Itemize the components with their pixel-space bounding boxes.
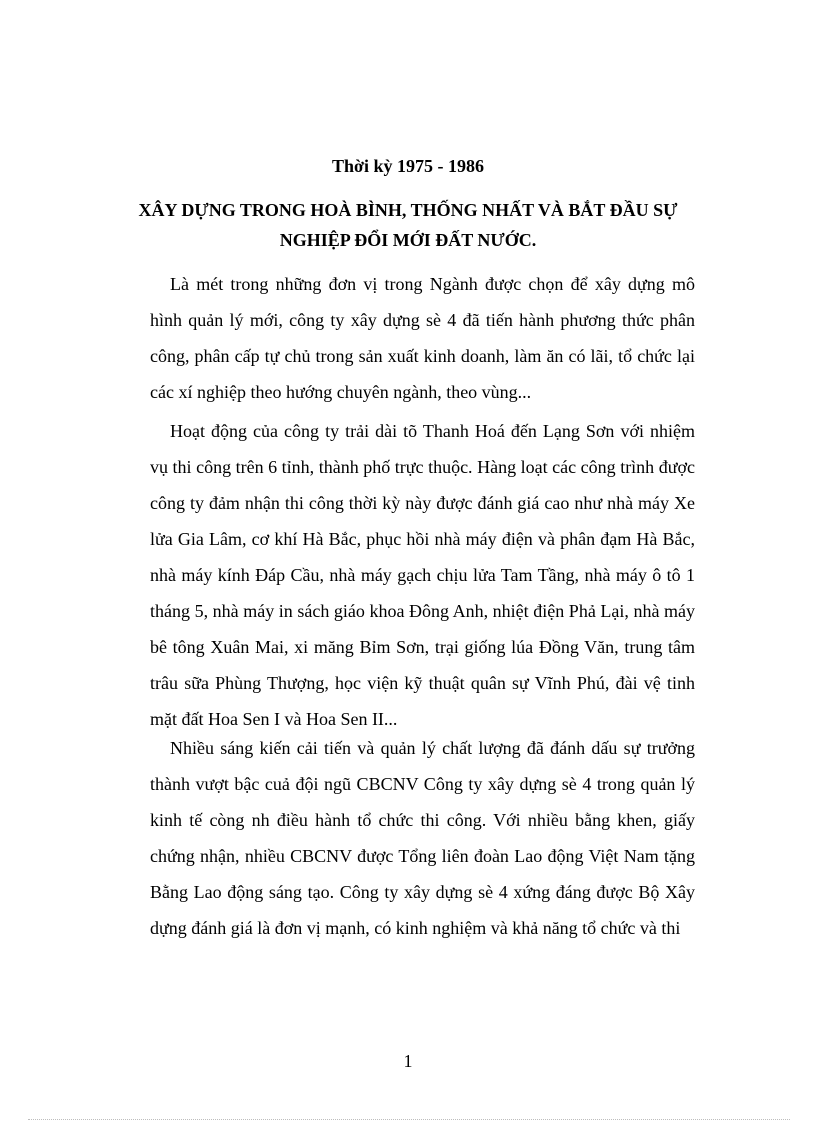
main-heading-line-1: XÂY DỰNG TRONG HOÀ BÌNH, THỐNG NHẤT VÀ BẮT ĐẦU SỰ [138, 200, 678, 220]
body-paragraph: Là mét trong những đơn vị trong Ngành được chọn để xây dựng mô hình quản lý mới, công ty xây dựng sè 4 đã tiến hành phương thức phân công, phân cấp tự chủ trong sản xuất kinh doanh, làm ăn có lãi, tổ chức lại các xí nghiệp theo hướng chuyên ngành, theo vùng... [150, 274, 695, 402]
period-heading: Thời kỳ 1975 - 1986 [332, 156, 484, 176]
page-bottom-divider [28, 1119, 790, 1120]
body-paragraph: Nhiều sáng kiến cải tiến và quản lý chất lượng đã đánh dấu sự trưởng thành vượt bậc cuả đội ngũ CBCNV Công ty xây dựng sè 4 trong quản lý kinh tế còng nh điều hành tổ chức thi công. Với nhiều bằng khen, giấy chứng nhận, nhiều CBCNV được Tổng liên đoàn Lao động Việt Nam tặng Bằng Lao động sáng tạo. Công ty xây dựng sè 4 xứng đáng được Bộ Xây dựng đánh giá là đơn vị mạnh, có kinh nghiệm và khả năng tổ chức và thi [150, 738, 695, 938]
body-paragraph: Hoạt động của công ty trải dài tõ Thanh Hoá đến Lạng Sơn với nhiệm vụ thi công trên 6 tỉnh, thành phố trực thuộc. Hàng loạt các công trình được công ty đảm nhận thi công thời kỳ này được đánh giá cao như nhà máy Xe lửa Gia Lâm, cơ khí Hà Bắc, phục hồi nhà máy điện và phân đạm Hà Bắc, nhà máy kính Đáp Cầu, nhà máy gạch chịu lửa Tam Tầng, nhà máy ô tô 1 tháng 5, nhà máy in sách giáo khoa Đông Anh, nhiệt điện Phả Lại, nhà máy bê tông Xuân Mai, xi măng Bỉm Sơn, trại giống lúa Đồng Văn, trung tâm trâu sữa Phùng Thượng, học viện kỹ thuật quân sự Vĩnh Phú, đài vệ tinh mặt đất Hoa Sen I và Hoa Sen II... [150, 421, 695, 729]
page-number: 1 [403, 1051, 413, 1071]
main-heading-line-2: NGHIỆP ĐỔI MỚI ĐẤT NƯỚC. [279, 230, 537, 250]
